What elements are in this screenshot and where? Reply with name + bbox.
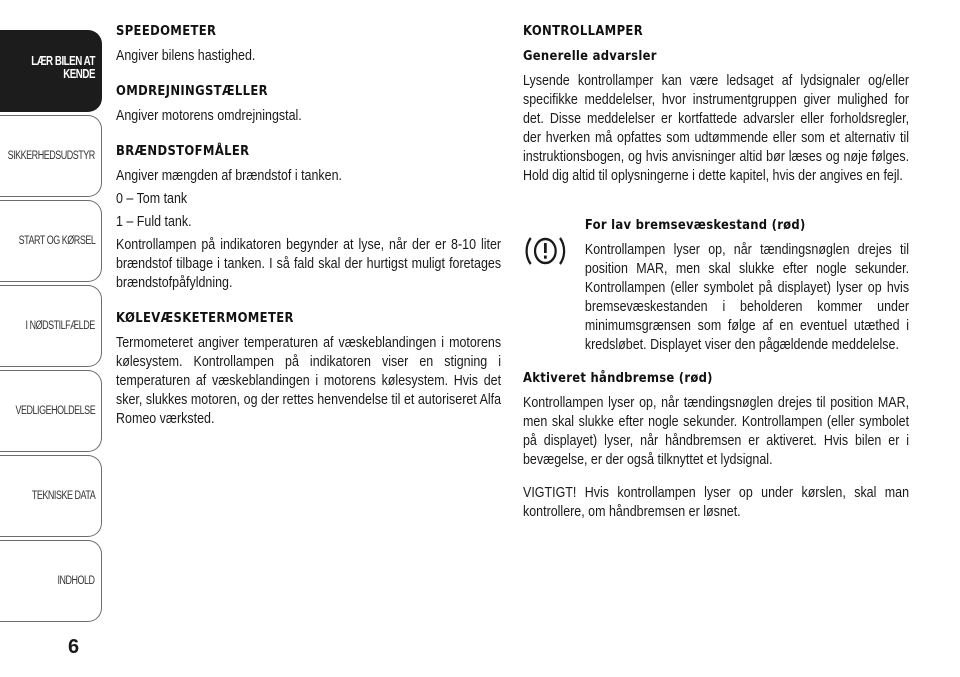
- brake-warning-icon: [523, 228, 568, 274]
- braendstofmaaler-section: [116, 142, 501, 293]
- tab-sikkerhedsudstyr[interactable]: [0, 115, 102, 197]
- section-text: Angiver mængden af brændstof i tanken.: [116, 168, 342, 184]
- omdrejningstaeller-section: [116, 82, 501, 126]
- tab-label: START OG KØRSEL: [18, 234, 95, 247]
- tab-laer-bilen-at-kende[interactable]: [0, 30, 102, 112]
- section-heading: OMDREJNINGSTÆLLER: [116, 83, 268, 99]
- speedometer-section: [116, 22, 501, 66]
- section-text: Angiver motorens omdrejningstal.: [116, 108, 302, 124]
- section-heading: SPEEDOMETER: [116, 23, 217, 39]
- tab-label: SIKKERHEDSUDSTYR: [7, 149, 95, 162]
- section-text: Kontrollampen på indikatoren begynder at lyse, når der er 8-10 liter brændstof tilbage i tanken. I så fald skal der hurtigst muligt foretages brændstofpåfyldning.: [116, 237, 502, 291]
- section-text: Lysende kontrollamper kan være ledsaget af lydsignaler og/eller specifikke meddelelser, hvor instrumentgruppen giver mulighed for det. Disse meddelelser er kortfattede advarsler eller forholdsregler, der hverken må opfattes som udtømmende eller som et alternativ til instruktionsbogen, og hvis anvisninger altid bør læses og nøje følges. Hold dig altid til oplysningerne i dette kapitel, hvis der angives en fejl.: [523, 73, 910, 184]
- section-heading: KØLEVÆSKETERMOMETER: [116, 310, 294, 326]
- tab-label: LÆR BILEN AT KENDE: [31, 54, 95, 81]
- subsection-heading: Generelle advarsler: [523, 48, 657, 64]
- tab-label: TEKNISKE DATA: [31, 489, 95, 502]
- section-text: 0 – Tom tank: [116, 191, 188, 207]
- chapter-tabs: [0, 30, 102, 625]
- tab-vedligeholdelse[interactable]: [0, 370, 102, 452]
- left-column: [116, 22, 502, 445]
- tab-label: VEDLIGEHOLDELSE: [15, 404, 95, 417]
- koelevaesketermometer-section: [116, 309, 501, 429]
- section-heading: BRÆNDSTOFMÅLER: [116, 143, 250, 159]
- section-text: VIGTIGT! Hvis kontrollampen lyser op under kørslen, skal man kontrollere, om håndbremsen er løsnet.: [523, 485, 910, 520]
- section-text: Kontrollampen lyser op, når tændingsnøglen drejes til position MAR, men skal slukke efter nogle sekunder. Kontrollampen (eller symbolet på displayet) lyser op hvis bremsevæskestanden i beholderen kommer under minimumsgrænsen som følge af en eventuel utæthed i kredsløbet. Displayet viser den pågældende meddelelse.: [584, 242, 910, 353]
- subsection-heading: For lav bremsevæskestand (rød): [584, 217, 806, 233]
- section-text: Angiver bilens hastighed.: [116, 48, 256, 64]
- tab-label: I NØDSTILFÆLDE: [25, 319, 95, 332]
- right-column: [523, 22, 910, 526]
- tab-indhold[interactable]: [0, 540, 102, 622]
- section-text: Termometeret angiver temperaturen af væskeblandingen i motorens kølesystem. Kontrollampen på indikatoren viser en stigning i temperaturen af væskeblandingen i motorens kølesystem. Hvis det sker, slukkes motoren, og der rettes henvendelse til et autoriseret Alfa Romeo værksted.: [116, 335, 502, 427]
- section-heading: KONTROLLAMPER: [523, 23, 643, 39]
- tab-label: INDHOLD: [57, 574, 95, 587]
- brake-fluid-warning: [523, 216, 909, 355]
- tab-start-og-korsel[interactable]: [0, 200, 102, 282]
- subsection-heading: Aktiveret håndbremse (rød): [523, 370, 713, 386]
- tab-tekniske-data[interactable]: [0, 455, 102, 537]
- section-text: 1 – Fuld tank.: [116, 214, 192, 230]
- tab-i-nodstilfaelde[interactable]: [0, 285, 102, 367]
- section-text: Kontrollampen lyser op, når tændingsnøglen drejes til position MAR, men skal slukke efter nogle sekunder. Kontrollampen (eller symbolet på displayet) lyser, når håndbremsen er aktiveret. Hvis bilen er i bevægelse, er der også tilknyttet et lydsignal.: [523, 395, 910, 468]
- page-number: 6: [68, 636, 80, 658]
